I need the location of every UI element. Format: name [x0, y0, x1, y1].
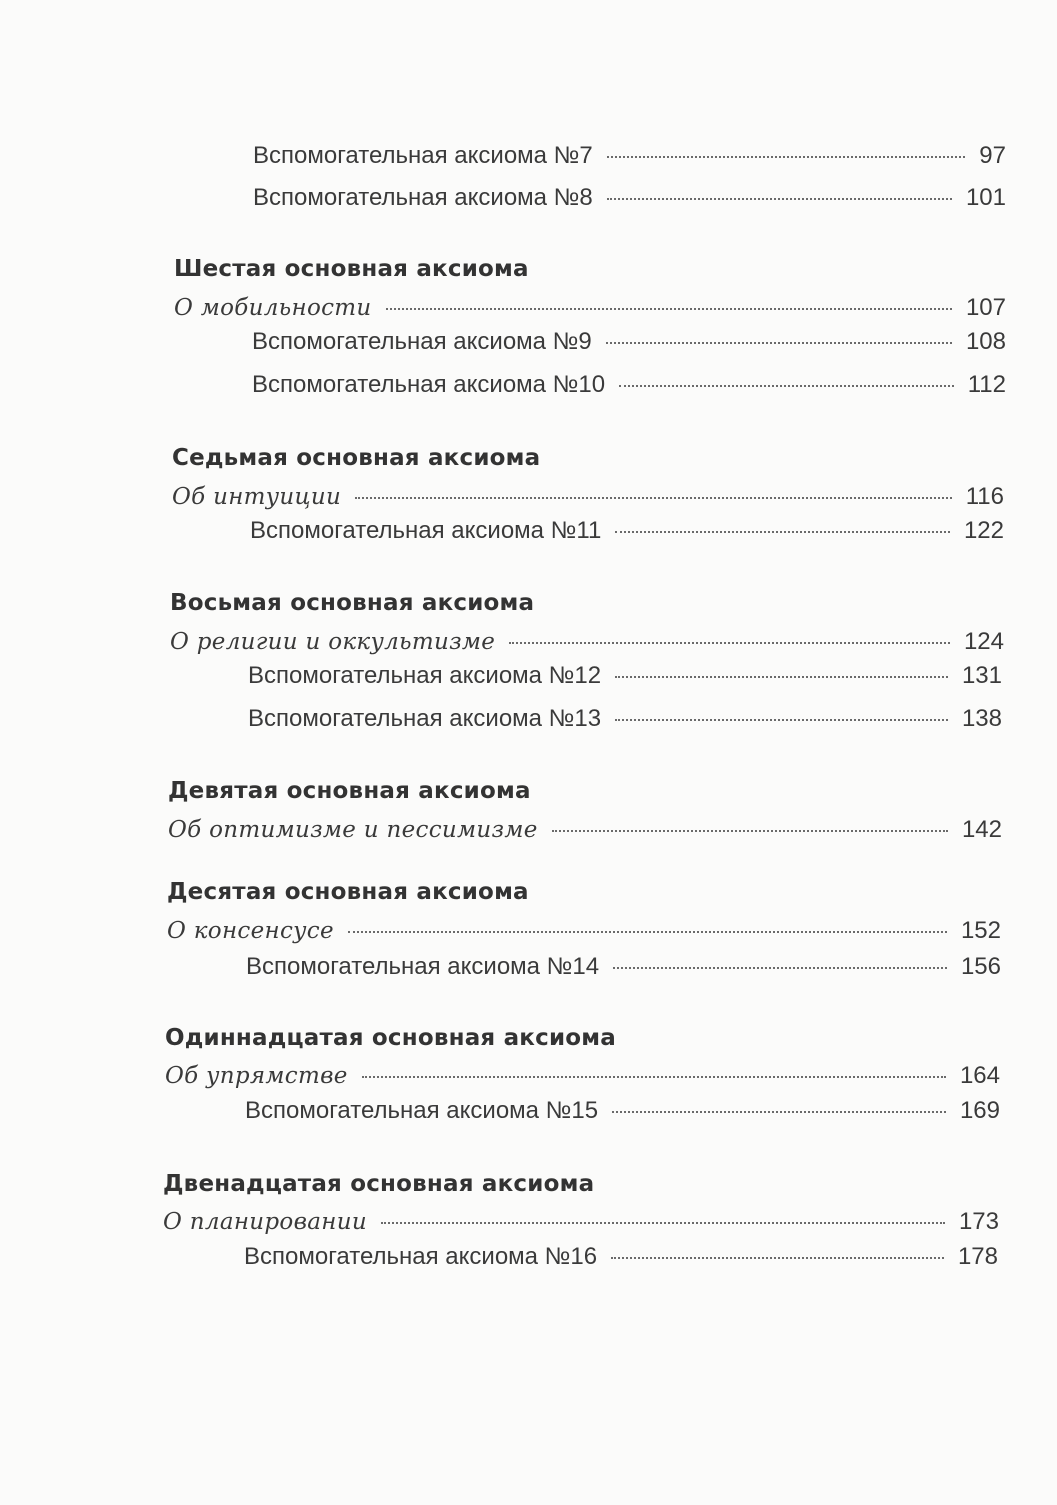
leader-dots [348, 931, 947, 933]
section-heading-9: Девятая основная аксиома [168, 778, 531, 804]
entry-title: Вспомогательная аксиома №13 [248, 705, 602, 732]
section-heading-10: Десятая основная аксиома [167, 879, 529, 905]
section-heading-11: Одиннадцатая основная аксиома [165, 1025, 616, 1051]
page-number: 164 [959, 1062, 1000, 1089]
entry-title: Вспомогательная аксиома №14 [246, 953, 600, 980]
entry-title: Вспомогательная аксиома №12 [248, 662, 602, 689]
entry-title: Вспомогательная аксиома №15 [245, 1097, 599, 1124]
page-number: 152 [960, 917, 1001, 944]
toc-entry-aux-11 [250, 514, 1004, 548]
toc-entry-section-11 [165, 1059, 1000, 1093]
toc-entry-aux-13 [248, 702, 1002, 736]
entry-title: О религии и оккультизме [170, 629, 496, 655]
leader-dots [615, 531, 950, 533]
toc-entry-aux-9 [252, 325, 1006, 359]
toc-entry-aux-16 [244, 1240, 998, 1274]
page-number: 142 [961, 816, 1002, 843]
entry-title: Вспомогательная аксиома №11 [250, 517, 602, 544]
page-number: 156 [960, 953, 1001, 980]
toc-entry-aux-12 [248, 659, 1002, 693]
page-number: 107 [965, 294, 1006, 321]
toc-entry-section-12 [163, 1205, 999, 1239]
entry-title: Вспомогательная аксиома №7 [253, 142, 593, 169]
leader-dots [606, 342, 952, 344]
entry-title: О планировании [163, 1209, 367, 1235]
leader-dots [355, 497, 952, 499]
toc-entry-aux-10 [252, 368, 1006, 402]
section-heading-7: Седьмая основная аксиома [172, 445, 541, 471]
entry-title: Об интуиции [172, 484, 342, 510]
toc-entry-section-8 [170, 625, 1004, 659]
section-heading-6: Шестая основная аксиома [174, 256, 529, 282]
entry-title: Об упрямстве [165, 1063, 348, 1089]
toc-entry-section-6 [174, 291, 1006, 325]
entry-title: Вспомогательная аксиома №9 [252, 328, 592, 355]
section-heading-12: Двенадцатая основная аксиома [163, 1171, 595, 1197]
leader-dots [619, 385, 954, 387]
page-number: 101 [965, 184, 1006, 211]
page-number: 124 [963, 628, 1004, 655]
page-number: 173 [958, 1208, 999, 1235]
toc-entry-section-9 [168, 813, 1002, 847]
leader-dots [552, 830, 948, 832]
page-number: 116 [965, 483, 1004, 510]
leader-dots [381, 1222, 945, 1224]
leader-dots [612, 1111, 946, 1113]
leader-dots [362, 1076, 946, 1078]
toc-entry-aux-7 [253, 139, 1006, 173]
page-number: 122 [963, 517, 1004, 544]
toc-entry-section-7 [172, 480, 1004, 514]
page-number: 178 [957, 1243, 998, 1270]
section-heading-8: Восьмая основная аксиома [170, 590, 535, 616]
page-number: 112 [967, 371, 1006, 398]
leader-dots [607, 156, 966, 158]
page-number: 138 [961, 705, 1002, 732]
toc-entry-aux-14 [246, 950, 1001, 984]
toc-entry-aux-15 [245, 1094, 1000, 1128]
toc-entry-aux-8 [253, 181, 1006, 215]
entry-title: Об оптимизме и пессимизме [168, 817, 538, 843]
entry-title: О мобильности [174, 295, 372, 321]
page-number: 97 [979, 142, 1006, 169]
leader-dots [607, 198, 952, 200]
leader-dots [509, 642, 950, 644]
leader-dots [386, 308, 952, 310]
leader-dots [615, 676, 948, 678]
entry-title: О консенсусе [167, 918, 334, 944]
page-number: 169 [959, 1097, 1000, 1124]
entry-title: Вспомогательная аксиома №16 [244, 1243, 598, 1270]
toc-entry-section-10 [167, 914, 1001, 948]
entry-title: Вспомогательная аксиома №10 [252, 371, 606, 398]
page-number: 108 [965, 328, 1006, 355]
entry-title: Вспомогательная аксиома №8 [253, 184, 593, 211]
leader-dots [611, 1257, 944, 1259]
leader-dots [615, 719, 948, 721]
leader-dots [613, 967, 947, 969]
page-number: 131 [961, 662, 1002, 689]
